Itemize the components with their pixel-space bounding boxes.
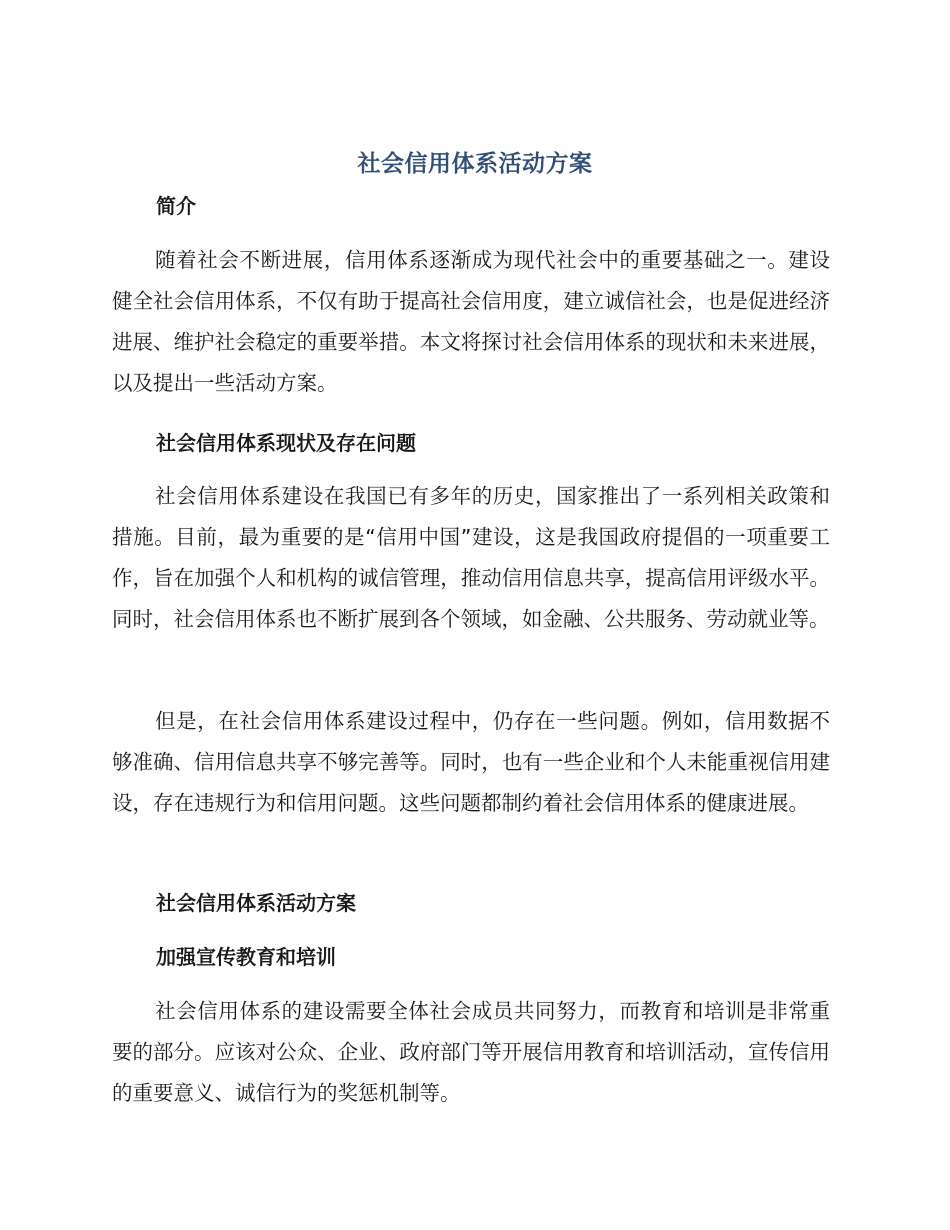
section-heading-status: 社会信用体系现状及存在问题: [156, 431, 416, 455]
paragraph-status-2: 但是，在社会信用体系建设过程中，仍存在一些问题。例如，信用数据不够准确、信用信息共享不够完善等。同时，也有一些企业和个人未能重视信用建设，存在违规行为和信用问题。这些问题都制约着社会信用体系的健康进展。: [112, 709, 830, 815]
section-heading-intro: 简介: [156, 194, 196, 218]
section-heading-plan: 社会信用体系活动方案: [156, 891, 356, 915]
section-heading-education: 加强宣传教育和培训: [156, 945, 336, 969]
paragraph-status-1: 社会信用体系建设在我国已有多年的历史，国家推出了一系列相关政策和措施。目前，最为重要的是“信用中国”建设，这是我国政府提倡的一项重要工作，旨在加强个人和机构的诚信管理，推动信用信息共享，提高信用评级水平。同时，社会信用体系也不断扩展到各个领域，如金融、公共服务、劳动就业等。: [112, 484, 830, 631]
paragraph-intro: 随着社会不断进展，信用体系逐渐成为现代社会中的重要基础之一。建设健全社会信用体系，不仅有助于提高社会信用度，建立诚信社会，也是促进经济进展、维护社会稳定的重要举措。本文将探讨社会信用体系的现状和未来进展，以及提出一些活动方案。: [112, 248, 830, 395]
document-title: 社会信用体系活动方案: [357, 151, 593, 177]
paragraph-education: 社会信用体系的建设需要全体社会成员共同努力，而教育和培训是非常重要的部分。应该对公众、企业、政府部门等开展信用教育和培训活动，宣传信用的重要意义、诚信行为的奖惩机制等。: [112, 999, 830, 1105]
